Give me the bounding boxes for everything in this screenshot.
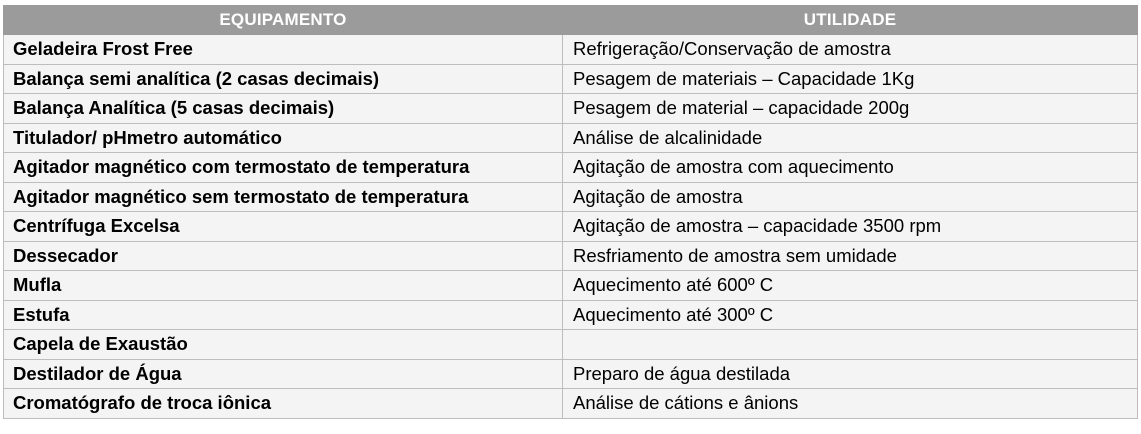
table-row [4, 271, 1138, 301]
equipment-cell: Titulador/ pHmetro automático [4, 123, 563, 153]
utility-cell: Pesagem de materiais – Capacidade 1Kg [563, 64, 1138, 94]
utility-cell: Resfriamento de amostra sem umidade [563, 241, 1138, 271]
equipment-cell: Cromatógrafo de troca iônica [4, 389, 563, 419]
equipment-table [3, 5, 1138, 419]
equipment-cell: Agitador magnético sem termostato de temperatura [4, 182, 563, 212]
table-row [4, 182, 1138, 212]
equipment-cell: Estufa [4, 300, 563, 330]
equipment-table-container [3, 5, 1137, 419]
utility-cell: Aquecimento até 600º C [563, 271, 1138, 301]
table-row [4, 94, 1138, 124]
equipment-cell: Dessecador [4, 241, 563, 271]
equipment-cell: Capela de Exaustão [4, 330, 563, 360]
equipment-cell: Mufla [4, 271, 563, 301]
utility-cell: Análise de cátions e ânions [563, 389, 1138, 419]
table-row [4, 35, 1138, 65]
table-row [4, 212, 1138, 242]
table-row [4, 241, 1138, 271]
utility-cell: Agitação de amostra com aquecimento [563, 153, 1138, 183]
utility-cell: Análise de alcalinidade [563, 123, 1138, 153]
equipment-cell: Geladeira Frost Free [4, 35, 563, 65]
utility-cell [563, 330, 1138, 360]
table-row [4, 359, 1138, 389]
table-row [4, 153, 1138, 183]
equipment-cell: Centrífuga Excelsa [4, 212, 563, 242]
utility-cell: Agitação de amostra – capacidade 3500 rpm [563, 212, 1138, 242]
table-row [4, 300, 1138, 330]
table-row [4, 64, 1138, 94]
header-utilidade: UTILIDADE [563, 6, 1138, 35]
equipment-cell: Balança Analítica (5 casas decimais) [4, 94, 563, 124]
header-equipamento: EQUIPAMENTO [4, 6, 563, 35]
table-row [4, 330, 1138, 360]
utility-cell: Agitação de amostra [563, 182, 1138, 212]
utility-cell: Aquecimento até 300º C [563, 300, 1138, 330]
equipment-cell: Agitador magnético com termostato de temperatura [4, 153, 563, 183]
table-row [4, 389, 1138, 419]
utility-cell: Pesagem de material – capacidade 200g [563, 94, 1138, 124]
equipment-cell: Balança semi analítica (2 casas decimais) [4, 64, 563, 94]
equipment-cell: Destilador de Água [4, 359, 563, 389]
table-header-row [4, 6, 1138, 35]
utility-cell: Refrigeração/Conservação de amostra [563, 35, 1138, 65]
table-row [4, 123, 1138, 153]
utility-cell: Preparo de água destilada [563, 359, 1138, 389]
